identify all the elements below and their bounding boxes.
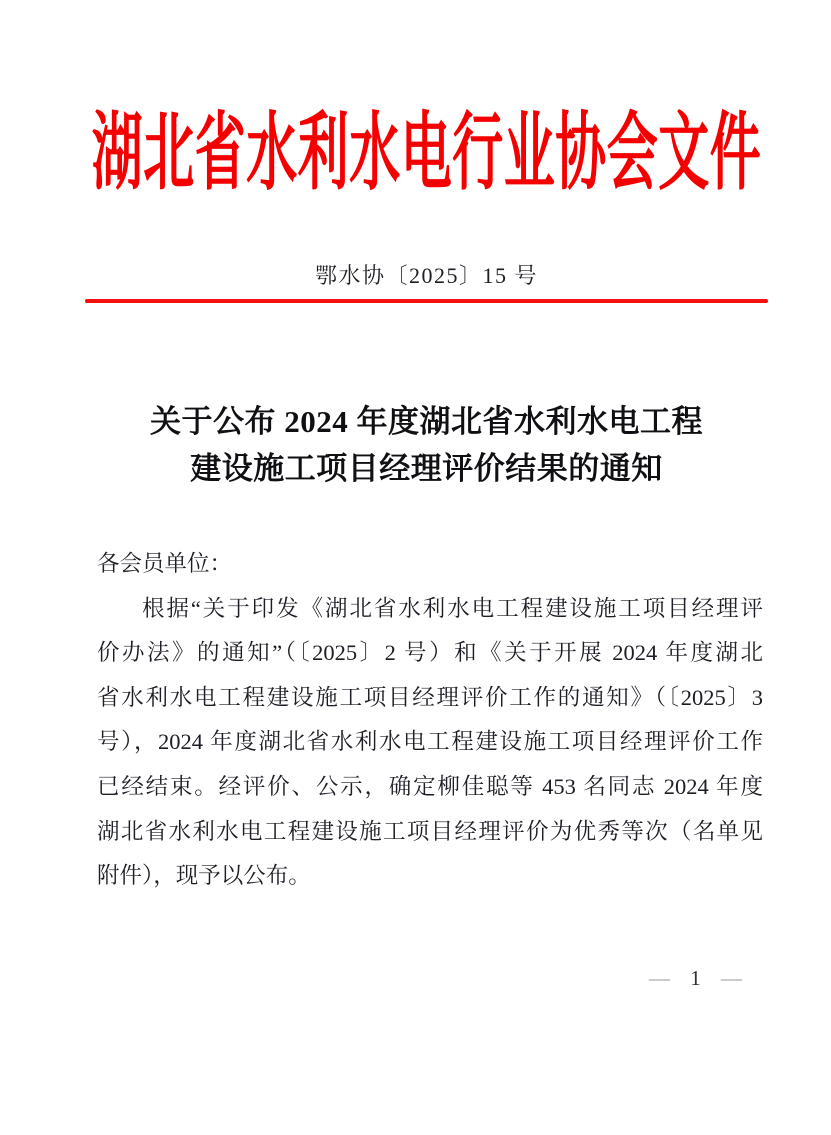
salutation: 各会员单位： (97, 551, 233, 576)
page-number-dash-right: — (721, 966, 742, 990)
page-number (649, 965, 742, 991)
body-line: 附件），现予以公布。 (97, 863, 311, 889)
body-line: 湖北省水利水电工程建设施工项目经理评价为优秀等次（名单见 (97, 818, 763, 844)
body-line: 省水利水电工程建设施工项目经理评价工作的通知》（〔2025〕3 (97, 684, 763, 710)
body-line: 号），2024 年度湖北省水利水电工程建设施工项目经理评价工作 (97, 729, 763, 755)
document-number: 鄂水协〔2025〕15 号 (314, 263, 538, 288)
org-title: 湖北省水利水电行业协会文件 (91, 108, 762, 202)
document-title-line-1: 关于公布 2024 年度湖北省水利水电工程 (150, 404, 703, 439)
body-line: 根据“关于印发《湖北省水利水电工程建设施工项目经理评 (142, 595, 763, 621)
red-divider-line (85, 299, 768, 303)
body-line: 已经结束。经评价、公示，确定柳佳聪等 453 名同志 2024 年度 (97, 773, 763, 799)
document-title-line-2: 建设施工项目经理评价结果的通知 (190, 451, 663, 486)
document-title (85, 398, 768, 492)
page-number-dash-left: — (649, 966, 670, 990)
document-body (97, 542, 763, 899)
page-number-value: 1 (690, 966, 701, 990)
body-line: 价办法》的通知”（〔2025〕2 号）和《关于开展 2024 年度湖北 (97, 640, 763, 666)
red-letterhead (85, 101, 768, 202)
